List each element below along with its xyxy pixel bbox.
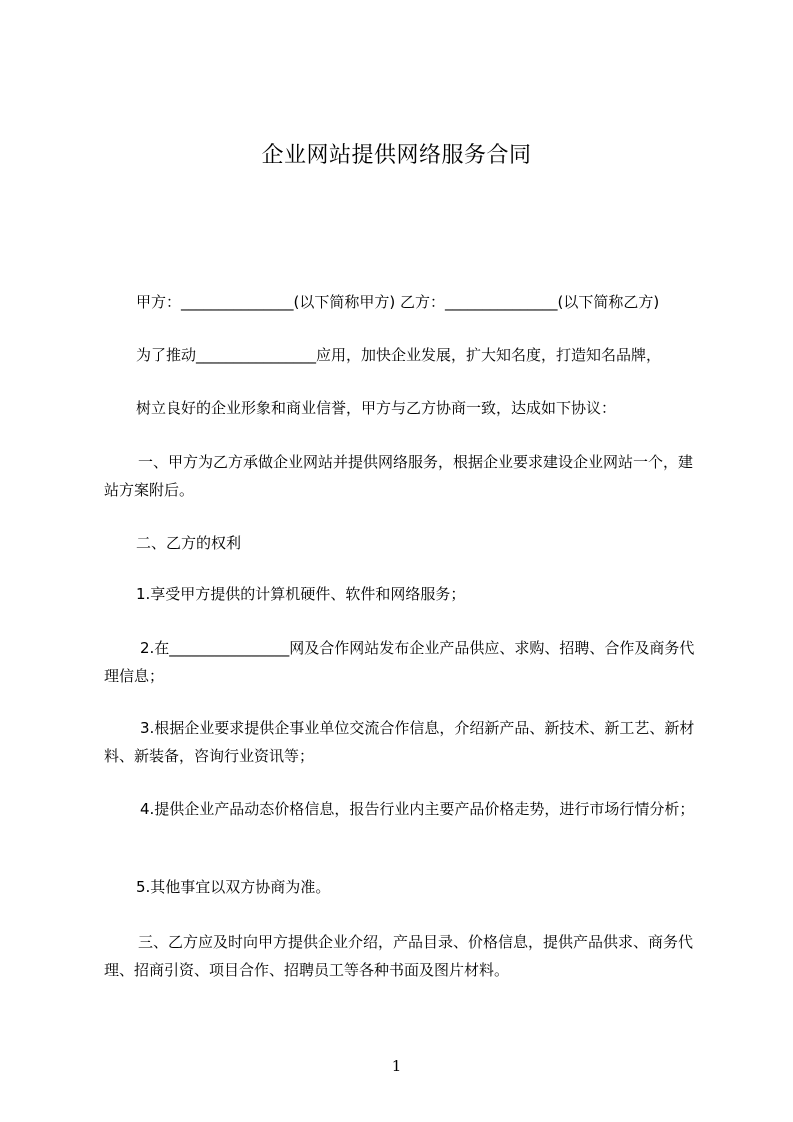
intro-line-2: 树立良好的企业形象和商业信誉，甲方与乙方协商一致，达成如下协议： xyxy=(136,399,617,417)
clause-2-heading: 二、乙方的权利 xyxy=(136,534,242,552)
document-title: 企业网站提供网络服务合同 xyxy=(261,143,532,168)
parties-line: 甲方：_______________(以下简称甲方) 乙方：_______________(以下简称乙方) xyxy=(136,293,660,311)
page-number: 1 xyxy=(391,1057,402,1075)
clause-2-item-3: 3.根据企业要求提供企事业单位交流合作信息，介绍新产品、新技术、新工艺、新材料、新装备，咨询行业资讯等； xyxy=(104,719,695,765)
clause-1: 一、甲方为乙方承做企业网站并提供网络服务，根据企业要求建设企业网站一个，建站方案附后。 xyxy=(104,453,694,499)
clause-2-item-1: 1.享受甲方提供的计算机硬件、软件和网络服务； xyxy=(136,585,466,603)
clause-2-item-4: 4.提供企业产品动态价格信息，报告行业内主要产品价格走势，进行市场行情分析； xyxy=(140,800,695,818)
clause-2-item-2: 2.在________________网及合作网站发布企业产品供应、求购、招聘、合作及商务代理信息； xyxy=(104,639,695,685)
clause-2-item-5: 5.其他事宜以双方协商为准。 xyxy=(136,878,331,896)
intro-line-1: 为了推动________________应用，加快企业发展，扩大知名度，打造知名品牌， xyxy=(136,346,662,364)
clause-3: 三、乙方应及时向甲方提供企业介绍，产品目录、价格信息，提供产品供求、商务代理、招商引资、项目合作、招聘员工等各种书面及图片材料。 xyxy=(104,933,694,979)
